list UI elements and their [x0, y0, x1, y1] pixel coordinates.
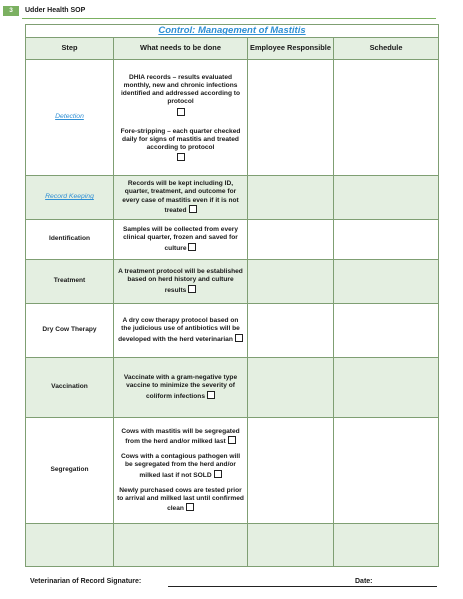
employee-cell[interactable] [248, 220, 334, 260]
table-row-dry-cow-therapy [26, 304, 439, 358]
step-link-detection[interactable]: Detection [55, 113, 84, 121]
sop-table [25, 24, 439, 567]
employee-cell[interactable] [248, 260, 334, 304]
column-header-employee: Employee Responsible [248, 38, 334, 60]
task-cell [114, 60, 248, 176]
page-number-badge: 3 [3, 6, 19, 16]
schedule-cell[interactable] [334, 176, 439, 220]
table-row-detection [26, 60, 439, 176]
step-cell [26, 176, 114, 220]
checkbox[interactable] [177, 153, 185, 161]
schedule-cell[interactable] [334, 260, 439, 304]
checkbox[interactable] [188, 285, 196, 293]
schedule-cell[interactable] [334, 304, 439, 358]
step-label: Treatment [26, 260, 114, 304]
checkbox[interactable] [186, 503, 194, 511]
checkbox[interactable] [214, 470, 222, 478]
signature-label: Veterinarian of Record Signature: [30, 578, 142, 585]
step-label: Vaccination [26, 358, 114, 418]
task-paragraph: Cows with mastitis will be segregated from the herd and/or milked last [121, 427, 240, 445]
table-row-treatment [26, 260, 439, 304]
table-title-row [26, 25, 439, 38]
column-header-step: Step [26, 38, 114, 60]
page-header [0, 5, 463, 19]
employee-cell[interactable] [248, 304, 334, 358]
signature-footer [30, 577, 440, 589]
task-cell: Vaccinate with a gram-negative type vaccine to minimize the severity of coliform infections [114, 358, 248, 418]
task-paragraph: Fore-stripping – each quarter checked daily for signs of mastitis and treated according to protocol [117, 128, 244, 162]
checkbox[interactable] [235, 334, 243, 342]
schedule-cell[interactable] [334, 220, 439, 260]
date-label: Date: [355, 578, 373, 585]
schedule-cell[interactable] [334, 358, 439, 418]
task-cell-blank[interactable] [114, 524, 248, 567]
step-label: Identification [26, 220, 114, 260]
schedule-cell[interactable] [334, 418, 439, 524]
checkbox[interactable] [188, 243, 196, 251]
table-row-segregation [26, 418, 439, 524]
task-paragraph: DHIA records – results evaluated monthly, new and chronic infections identified and addressed according to protocol [117, 74, 244, 116]
signature-line[interactable] [168, 586, 380, 587]
step-label: Dry Cow Therapy [26, 304, 114, 358]
checkbox[interactable] [228, 436, 236, 444]
employee-cell[interactable] [248, 176, 334, 220]
header-rule [22, 18, 436, 19]
employee-cell[interactable] [248, 418, 334, 524]
schedule-cell[interactable] [334, 524, 439, 567]
table-row-identification [26, 220, 439, 260]
step-cell [26, 60, 114, 176]
document-title: Udder Health SOP [25, 7, 86, 14]
step-cell-blank[interactable] [26, 524, 114, 567]
task-cell: Samples will be collected from every clinical quarter, frozen and saved for culture [114, 220, 248, 260]
table-title: Control: Management of Mastitis [26, 25, 439, 38]
employee-cell[interactable] [248, 358, 334, 418]
task-cell: Records will be kept including ID, quarter, treatment, and outcome for every case of mastitis even if it is not treated [114, 176, 248, 220]
column-header-schedule: Schedule [334, 38, 439, 60]
step-link-record-keeping[interactable]: Record Keeping [45, 193, 94, 201]
table-header-row [26, 38, 439, 60]
employee-cell[interactable] [248, 524, 334, 567]
task-paragraph: Newly purchased cows are tested prior to arrival and milked last until confirmed clean [117, 486, 244, 513]
task-cell: A treatment protocol will be established based on herd history and culture results [114, 260, 248, 304]
checkbox[interactable] [207, 391, 215, 399]
table-row-vaccination [26, 358, 439, 418]
task-cell: A dry cow therapy protocol based on the judicious use of antibiotics will be developed with the herd veterinarian [114, 304, 248, 358]
column-header-task: What needs to be done [114, 38, 248, 60]
date-line[interactable] [377, 586, 437, 587]
table-row-record-keeping [26, 176, 439, 220]
step-label: Segregation [26, 418, 114, 524]
checkbox[interactable] [189, 205, 197, 213]
schedule-cell[interactable] [334, 60, 439, 176]
employee-cell[interactable] [248, 60, 334, 176]
checkbox[interactable] [177, 108, 185, 116]
task-cell [114, 418, 248, 524]
task-paragraph: Cows with a contagious pathogen will be segregated from the herd and/or milked last if not SOLD [120, 453, 241, 479]
table-row-blank [26, 524, 439, 567]
